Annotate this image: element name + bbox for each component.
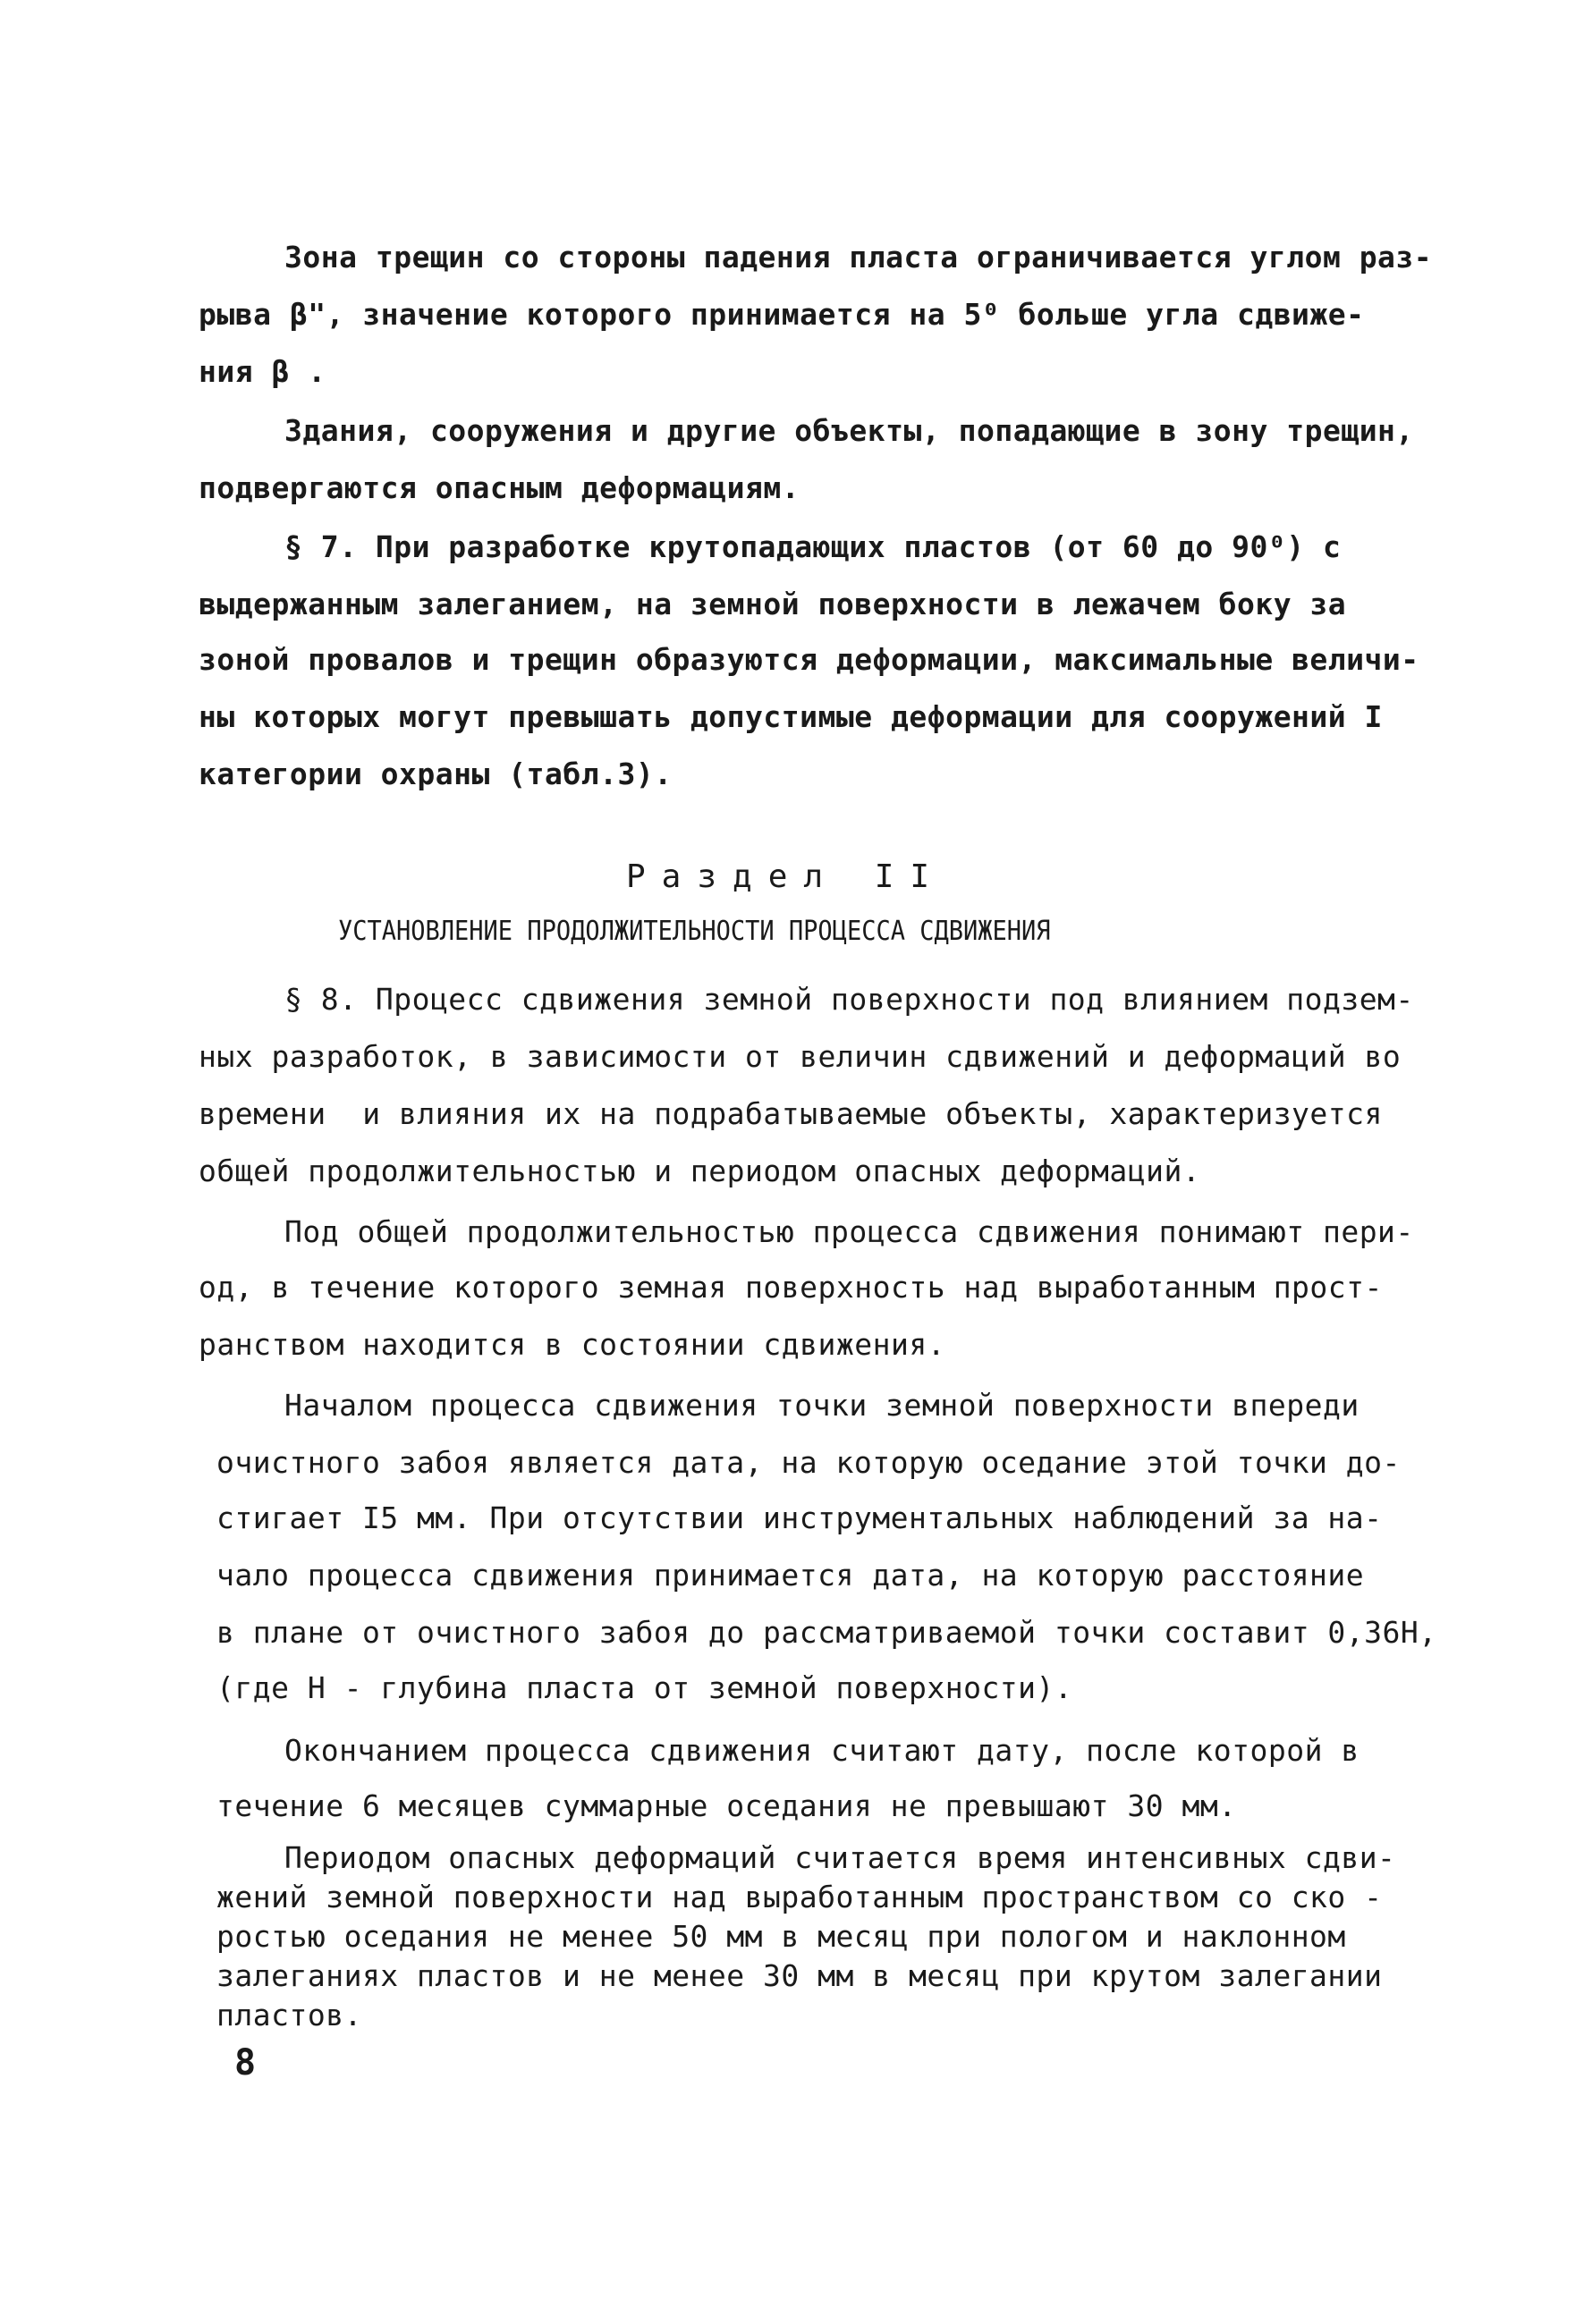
text-line: залеганиях пластов и не менее 30 мм в месяц при крутом залегании xyxy=(216,1958,1383,1993)
text-line: од, в течение которого земная поверхность над выработанным прост- xyxy=(199,1270,1383,1305)
text-line: Под общей продолжительностью процесса сдвижения понимают пери- xyxy=(284,1214,1414,1249)
text-line: подвергаются опасным деформациям. xyxy=(199,470,800,505)
text-line: § 8. Процесс сдвижения земной поверхности под влиянием подзем- xyxy=(284,982,1414,1017)
text-line: очистного забоя является дата, на которую оседание этой точки до- xyxy=(216,1445,1401,1480)
text-line: Здания, сооружения и другие объекты, попадающие в зону трещин, xyxy=(284,413,1414,448)
text-line: Зона трещин со стороны падения пласта ограничивается углом раз- xyxy=(284,240,1433,275)
text-line: жений земной поверхности над выработанным пространством со ско - xyxy=(216,1880,1383,1914)
text-line: категории охраны (табл.3). xyxy=(199,756,673,791)
section-title: УСТАНОВЛЕНИЕ ПРОДОЛЖИТЕЛЬНОСТИ ПРОЦЕССА СДВИЖЕНИЯ xyxy=(338,916,1051,947)
text-line: рыва β", значение которого принимается на 5⁰ больше угла сдвиже- xyxy=(199,297,1365,332)
text-line: чало процесса сдвижения принимается дата, на которую расстояние xyxy=(216,1558,1365,1593)
text-line: стигает I5 мм. При отсутствии инструментальных наблюдений за на- xyxy=(216,1500,1383,1535)
text-line: ных разработок, в зависимости от величин сдвижений и деформаций во xyxy=(199,1039,1402,1074)
text-line: Периодом опасных деформаций считается время интенсивных сдви- xyxy=(284,1840,1396,1875)
text-line: § 7. При разработке крутопадающих пластов (от 60 до 90⁰) с xyxy=(284,529,1342,564)
text-line: времени и влияния их на подрабатываемые объекты, характеризуется xyxy=(199,1096,1383,1131)
text-line: ранством находится в состоянии сдвижения. xyxy=(199,1327,946,1362)
text-line: ния β . xyxy=(199,354,326,389)
text-line: Окончанием процесса сдвижения считают дату, после которой в xyxy=(284,1733,1360,1768)
text-line: пластов. xyxy=(216,1998,362,2032)
text-line: ростью оседания не менее 50 мм в месяц при пологом и наклонном xyxy=(216,1919,1346,1954)
text-line: (где Н - глубина пласта от земной поверхности). xyxy=(216,1670,1073,1705)
section-label: Раздел II xyxy=(626,858,946,895)
text-line: течение 6 месяцев суммарные оседания не превышают 30 мм. xyxy=(216,1788,1237,1823)
text-line: ны которых могут превышать допустимые деформации для сооружений I xyxy=(199,699,1383,734)
text-line: общей продолжительностью и периодом опасных деформаций. xyxy=(199,1154,1201,1188)
page-number: 8 xyxy=(234,2042,257,2083)
text-line: Началом процесса сдвижения точки земной поверхности впереди xyxy=(284,1388,1360,1423)
text-line: в плане от очистного забоя до рассматриваемой точки составит 0,36Н, xyxy=(216,1615,1437,1650)
text-line: выдержанным залеганием, на земной поверхности в лежачем боку за xyxy=(199,587,1347,621)
text-line: зоной провалов и трещин образуются деформации, максимальные величи- xyxy=(199,642,1419,677)
